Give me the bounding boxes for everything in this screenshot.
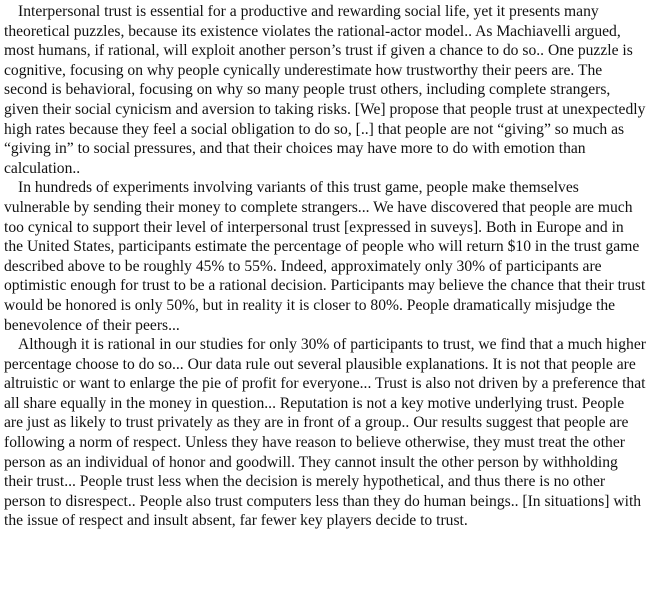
- paragraph-2: In hundreds of experiments involving variants of this trust game, people make themselves vulnerable by sending their money to complete strangers... We have discovered that people are much too cynical to support their level of interpersonal trust [expressed in suveys]. Both in Europe and in the United States, participants estimate the percentage of people who will return $10 in the trust game described above to be roughly 45% to 55%. Indeed, approximately only 30% of participants are optimistic enough for trust to be a rational decision. Participants may believe the chance that their trust would be honored is only 50%, but in reality it is closer to 80%. People dramatically misjudge the benevolence of their peers...: [4, 179, 646, 334]
- paragraph-1: Interpersonal trust is essential for a productive and rewarding social life, yet it presents many theoretical puzzles, because its existence violates the rational-actor model.. As Machiavelli argued, most humans, if rational, will exploit another person’s trust if given a chance to do so.. One puzzle is cognitive, focusing on why people cynically underestimate how trustworthy their peers are. The second is behavioral, focusing on why so many people trust others, including complete strangers, given their social cynicism and aversion to taking risks. [We] propose that people trust at unexpectedly high rates because they feel a social obligation to do so, [..] that people are not “giving” so much as “giving in” to social pressures, and that their choices may have more to do with emotion than calculation..: [4, 3, 646, 177]
- paragraph-3: Although it is rational in our studies for only 30% of participants to trust, we find that a much higher percentage choose to do so... Our data rule out several plausible explanations. It is not that people are altruistic or want to enlarge the pie of profit for everyone... Trust is also not driven by a preference that all share equally in the money in question... Reputation is not a key motive underlying trust. People are just as likely to trust privately as they are in front of a group.. Our results suggest that people are following a norm of respect. Unless they have reason to believe otherwise, they must treat the other person as an individual of honor and goodwill. They cannot insult the other person by withholding their trust... People trust less when the decision is merely hypothetical, and thus there is no other person to disrespect.. People also trust computers less than they do human beings.. [In situations] with the issue of respect and insult absent, far fewer key players decide to trust.: [4, 336, 646, 530]
